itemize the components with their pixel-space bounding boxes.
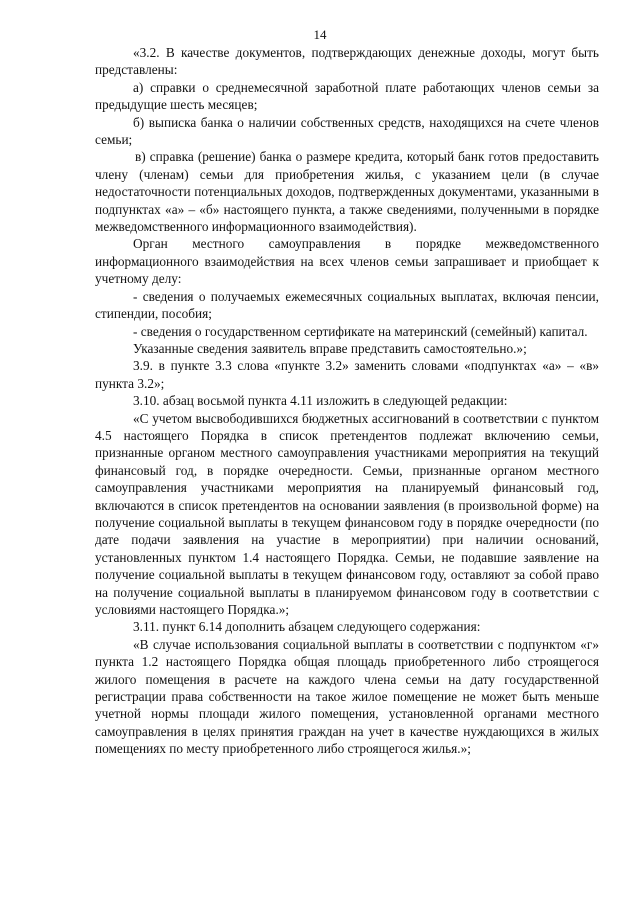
paragraph: Указанные сведения заявитель вправе представить самостоятельно.»; bbox=[133, 340, 527, 356]
paragraph: «3.2. В качестве документов, подтверждающих денежные доходы, могут быть представлены: bbox=[95, 45, 599, 78]
paragraph: а) справки о среднемесячной заработной плате работающих членов семьи за предыдущие шесть месяцев; bbox=[95, 79, 599, 113]
paragraph: 3.10. абзац восьмой пункта 4.11 изложить в следующей редакции: bbox=[133, 393, 508, 409]
paragraph: 3.11. пункт 6.14 дополнить абзацем следующего содержания: bbox=[133, 619, 481, 635]
paragraph: Орган местного самоуправления в порядке межведомственного информационного взаимодействия на всех членов семьи запрашивает и приобщает к учетному делу: bbox=[95, 236, 599, 287]
paragraph: «В случае использования социальной выплаты в соответствии с подпунктом «г» пункта 1.2 настоящего Порядка общая площадь приобретенного либо строящегося жилого помещения в расчете на каждого члена семьи на дату государственной регистрации права собственности на такое жилое помещение не может быть меньше учетной нормы площади жилого помещения, установленной органами местного самоуправления в целях принятия граждан на учет в качестве нуждающихся в жилых помещениях по месту приобретенного либо строящегося жилья.»; bbox=[95, 636, 599, 757]
document-body bbox=[95, 44, 599, 758]
paragraph: «С учетом высвободившихся бюджетных ассигнований в соответствии с пунктом 4.5 настоящего Порядка в список претендентов подлежат включению семьи, признанные органом местного самоуправления участниками мероприятия на текущий финансовый год, в порядке очередности. Семьи, признанные органом местного самоуправления участниками мероприятия на планируемый финансовый год, включаются в список претендентов на основании заявления (в произвольной форме) на получение социальной выплаты в текущем финансовом году в порядке очередности (по дате подачи заявления на участие в мероприятии) при наличии оснований, установленных пунктом 1.4 настоящего Порядка. Семьи, не подавшие заявление на получение социальной выплаты в текущем финансовом году, оставляют за собой право на получение социальной выплаты в планируемом финансовом году в соответствии с условиями настоящего Порядка.»; bbox=[95, 410, 599, 617]
paragraph: - сведения о получаемых ежемесячных социальных выплатах, включая пенсии, стипендии, пособия; bbox=[95, 288, 599, 322]
page-number: 14 bbox=[313, 27, 327, 42]
paragraph: - сведения о государственном сертификате на материнский (семейный) капитал. bbox=[133, 323, 588, 339]
paragraph: в) справка (решение) банка о размере кредита, который банк готов предоставить члену (членам) семьи для приобретения жилья, с указанием цели (в случае недостаточности потенциальных доходов, подтвержденных документами, указанными в подпунктах «а» – «б» настоящего пункта, а также сведениями, полученными в порядке межведомственного информационного взаимодействия). bbox=[95, 149, 599, 235]
paragraph: 3.9. в пункте 3.3 слова «пункте 3.2» заменить словами «подпунктах «а» – «в» пункта 3.2»; bbox=[95, 358, 599, 391]
paragraph: б) выписка банка о наличии собственных средств, находящихся на счете членов семьи; bbox=[95, 114, 599, 148]
